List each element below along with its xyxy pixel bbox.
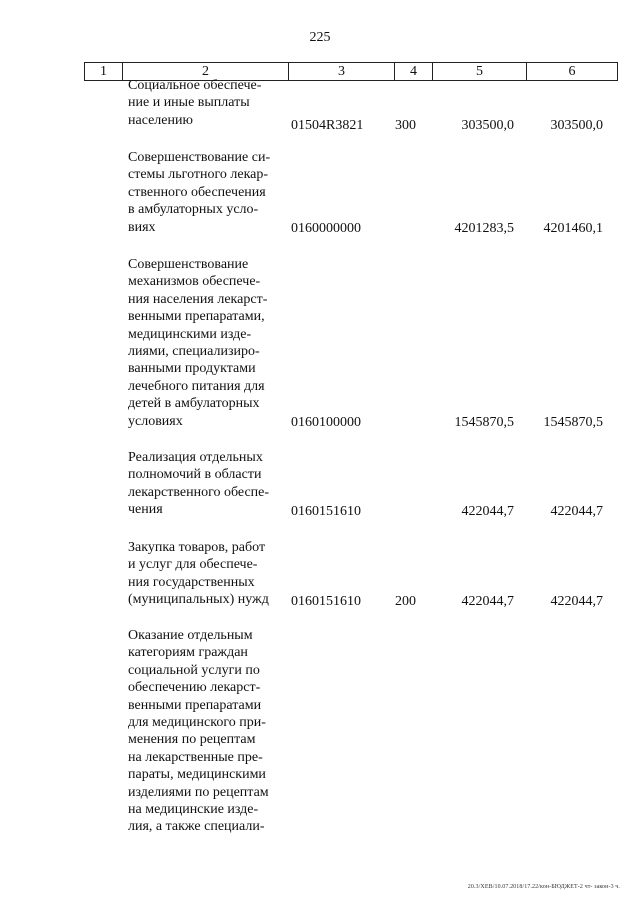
row-code: 0160151610: [291, 504, 361, 519]
row-value-col5: 422044,7: [461, 504, 514, 519]
row-description: Реализация отдельных полномочий в области лекарственного обеспе- чения: [128, 450, 270, 518]
row-expense-type: 200: [395, 594, 416, 609]
page-number: 225: [309, 30, 331, 45]
header-col-2: 2: [122, 63, 288, 80]
row-code: 0160000000: [291, 221, 361, 236]
row-value-col5: 422044,7: [461, 594, 514, 609]
row-expense-type: 300: [395, 118, 416, 133]
row-code: 0160100000: [291, 415, 361, 430]
row-value-col5: 303500,0: [461, 118, 514, 133]
row-code: 01504R3821: [291, 118, 364, 133]
row-value-col6: 422044,7: [550, 594, 603, 609]
row-value-col6: 1545870,5: [543, 415, 603, 430]
row-value-col6: 303500,0: [550, 118, 603, 133]
header-col-4: 4: [394, 63, 432, 80]
row-description: Совершенствование си- стемы льготного лекар- ственного обеспечения в амбулаторных усло- виях: [128, 150, 271, 235]
row-description: Оказание отдельным категориям граждан социальной услуги по обеспечению лекарст- венными препаратами для медицинского при- менения по рецептам на лекарственные пре- параты, медицинскими изделиями по рецептам на медицинские изде- лия, а также специали-: [128, 628, 269, 835]
header-col-3: 3: [288, 63, 394, 80]
header-col-5: 5: [432, 63, 526, 80]
row-description: Закупка товаров, работ и услуг для обеспече- ния государственных (муниципальных) нужд: [128, 540, 269, 608]
row-value-col6: 422044,7: [550, 504, 603, 519]
document-footer-stamp: 20.3/ХЕВ/10.07.2018/17.22/кон-БЮДЖЕТ-2 чт- закон-3 ч.: [467, 884, 620, 890]
row-code: 0160151610: [291, 594, 361, 609]
row-description: Совершенствование механизмов обеспече- ния населения лекарст- венными препаратами, медицинскими изде- лиями, специализиро- ванными продуктами лечебного питания для детей в амбулаторных условиях: [128, 257, 268, 429]
header-col-6: 6: [526, 63, 618, 80]
row-value-col5: 1545870,5: [454, 415, 514, 430]
header-col-1: 1: [84, 63, 122, 80]
row-value-col6: 4201460,1: [543, 221, 603, 236]
row-description: Социальное обеспече- ние и иные выплаты населению: [128, 78, 262, 128]
row-value-col5: 4201283,5: [454, 221, 514, 236]
